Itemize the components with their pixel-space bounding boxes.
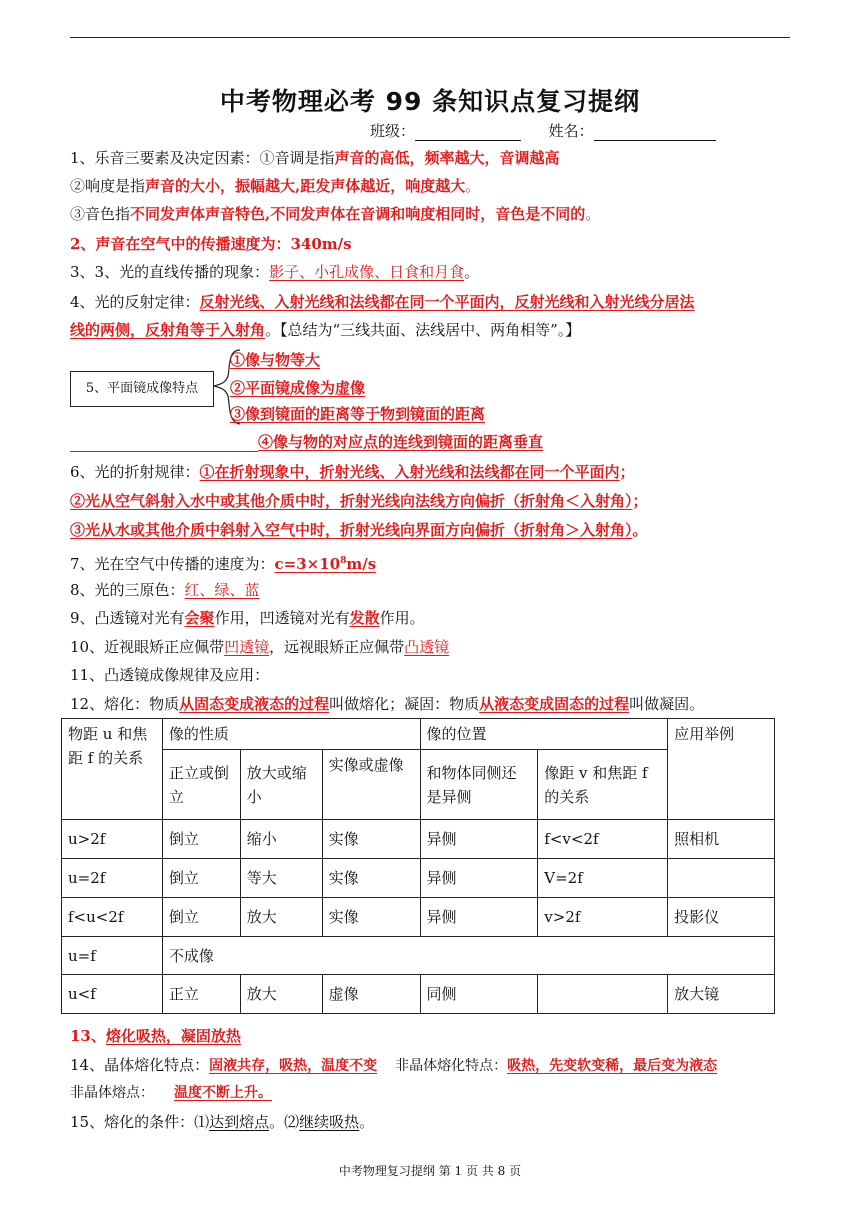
item-6-end: 。 — [632, 521, 648, 539]
item-6-line-3 — [70, 520, 648, 540]
table-cell: 不成像 — [162, 937, 774, 975]
item-14-key-1: 固液共存，吸热，温度不变 — [209, 1058, 378, 1074]
item-9-key-1: 会聚 — [184, 609, 215, 627]
item-9-key-2: 发散 — [349, 609, 380, 627]
item-12-key-2: 从液态变成固态的过程 — [479, 695, 630, 713]
item-14-key-2: 吸热，先变软变稀，最后变为液态 — [507, 1058, 718, 1074]
table-cell: 照相机 — [668, 820, 775, 859]
item-9 — [70, 608, 425, 628]
item-2-text: 2、声音在空气中的传播速度为： — [70, 235, 291, 253]
item-12-mid: 叫做熔化；凝固：物质 — [329, 695, 480, 713]
item-2-key: 340m/s — [290, 235, 352, 253]
item-6-sep-1: ； — [619, 463, 635, 481]
item-4-summary: 。【总结为“三线共面、法线居中、两角相等”。】 — [265, 321, 581, 339]
item-5-point-4 — [70, 432, 543, 452]
item-15-text: 15、熔化的条件：⑴ — [70, 1113, 210, 1131]
table-cell: 缩小 — [240, 820, 322, 859]
table-cell: 异侧 — [420, 859, 538, 898]
item-13-key: 熔化吸热，凝固放热 — [105, 1027, 241, 1045]
table-row — [62, 937, 775, 975]
table-cell: 倒立 — [162, 859, 240, 898]
item-6-sep-2: ； — [632, 492, 648, 510]
loudness-key: 声音的大小，振幅越大,距发声体越近，响度越大 — [145, 177, 466, 195]
table-row — [62, 859, 775, 898]
item-7-unit: m/s — [346, 555, 377, 573]
header-application: 应用举例 — [668, 719, 775, 820]
header-relation: 物距 u 和焦距 f 的关系 — [62, 719, 163, 820]
item-8-key: 红、绿、蓝 — [184, 581, 260, 599]
item-10 — [70, 637, 449, 657]
item-7 — [70, 551, 376, 574]
item-15-key-1: 达到熔点 — [209, 1113, 270, 1131]
table-cell: 实像 — [322, 898, 420, 937]
item-12-text: 12、熔化：物质 — [70, 695, 180, 713]
table-cell: 放大 — [240, 975, 322, 1014]
point-4-lead — [70, 433, 258, 452]
table-header-row — [62, 719, 775, 750]
item-6-key-1: ①在折射现象中，折射光线、入射光线和法线都在同一个平面内 — [199, 463, 620, 481]
item-4-cont — [70, 320, 580, 340]
timbre-text: ③音色指 — [70, 205, 131, 223]
item-3 — [70, 262, 479, 282]
item-14-cont — [70, 1082, 272, 1103]
item-4-text: 4、光的反射定律： — [70, 293, 200, 311]
item-4-key-cont: 线的两侧，反射角等于入射角 — [70, 321, 266, 339]
subheader-image-distance: 像距 v 和焦距 f 的关系 — [538, 750, 668, 820]
table-cell: 异侧 — [420, 898, 538, 937]
table-cell: 放大镜 — [668, 975, 775, 1014]
table-cell: f<u<2f — [62, 898, 163, 937]
lens-imaging-table — [61, 718, 775, 1014]
page-footer: 中考物理复习提纲 第 1 页 共 8 页 — [338, 1164, 522, 1178]
item-4 — [70, 292, 695, 312]
item-7-base: c=3×10 — [274, 555, 341, 573]
table-cell: u>2f — [62, 820, 163, 859]
item-13-text: 13、 — [70, 1027, 106, 1045]
item-6-line-2 — [70, 491, 648, 511]
table-cell — [538, 975, 668, 1014]
item-3-end: 。 — [464, 263, 480, 281]
item-14-mid: 非晶体熔化特点： — [395, 1058, 508, 1074]
item-15-end: 。 — [359, 1113, 375, 1131]
header-position: 像的位置 — [420, 719, 668, 750]
item-9-text: 9、凸透镜对光有 — [70, 609, 185, 627]
table-row — [62, 975, 775, 1014]
timbre-key: 不同发声体声音特色,不同发声体在音调和响度相同时，音色是不同的 — [130, 205, 586, 223]
item-12-key-1: 从固态变成液态的过程 — [179, 695, 330, 713]
class-blank — [415, 124, 521, 141]
name-blank — [594, 124, 716, 141]
item-8 — [70, 580, 260, 600]
item-13 — [70, 1026, 241, 1046]
table-cell: 等大 — [240, 859, 322, 898]
item-1-loudness — [70, 176, 480, 196]
table-cell: 投影仪 — [668, 898, 775, 937]
loudness-text: ②响度是指 — [70, 177, 146, 195]
table-cell: V=2f — [538, 859, 668, 898]
page-title: 中考物理必考 99 条知识点复习提纲 — [219, 87, 641, 116]
item-6-key-3: ③光从水或其他介质中斜射入空气中时，折射光线向界面方向偏折（折射角＞入射角） — [70, 521, 633, 539]
header-rule — [70, 37, 790, 38]
item-5-point-3 — [230, 404, 485, 424]
name-label: 姓名： — [548, 122, 594, 140]
point-1-text: ①像与物等大 — [230, 351, 321, 369]
table-cell: 倒立 — [162, 898, 240, 937]
header-nature: 像的性质 — [162, 719, 420, 750]
item-5-box: 5、平面镜成像特点 — [70, 371, 214, 407]
table-cell — [668, 859, 775, 898]
item-15-mid: 。⑵ — [269, 1113, 300, 1131]
table-cell: 倒立 — [162, 820, 240, 859]
item-2 — [70, 234, 352, 254]
item-1 — [70, 148, 560, 168]
item-6 — [70, 462, 635, 482]
subheader-orientation: 正立或倒立 — [162, 750, 240, 820]
item-1-text: 1、乐音三要素及决定因素：①音调是指 — [70, 149, 335, 167]
class-name-line — [370, 120, 716, 141]
loudness-end: 。 — [465, 177, 481, 195]
table-cell: u=f — [62, 937, 163, 975]
item-9-end: 作用。 — [379, 609, 425, 627]
item-15 — [70, 1112, 374, 1132]
item-11: 11、凸透镜成像规律及应用： — [70, 666, 270, 684]
item-15-key-2: 继续吸热 — [299, 1113, 360, 1131]
subheader-side: 和物体同侧还是异侧 — [420, 750, 538, 820]
subheader-size: 放大或缩小 — [240, 750, 322, 820]
table-cell: u=2f — [62, 859, 163, 898]
table-cell: f<v<2f — [538, 820, 668, 859]
item-4-key: 反射光线、入射光线和法线都在同一个平面内，反射光线和入射光线分居法 — [199, 293, 695, 311]
table-subheader-row — [62, 750, 775, 820]
item-10-key-1: 凹透镜 — [224, 638, 270, 656]
item-7-exp: 8 — [340, 556, 347, 566]
table-cell: 实像 — [322, 820, 420, 859]
item-10-mid: ，远视眼矫正应佩带 — [269, 638, 405, 656]
class-label: 班级： — [370, 122, 416, 140]
item-5-point-2 — [230, 378, 365, 398]
item-5-point-1 — [230, 350, 320, 370]
subheader-real-virtual: 实像或虚像 — [322, 750, 420, 820]
item-14-key-3: 温度不断上升。 — [174, 1085, 272, 1101]
item-7-key — [275, 555, 377, 573]
item-1-key: 声音的高低，频率越大，音调越高 — [334, 149, 560, 167]
table-cell: 同侧 — [420, 975, 538, 1014]
table-cell: 虚像 — [322, 975, 420, 1014]
point-4-text: ④像与物的对应点的连线到镜面的距离垂直 — [258, 433, 544, 451]
item-1-timbre — [70, 204, 600, 224]
timbre-end: 。 — [585, 205, 601, 223]
item-7-text: 7、光在空气中传播的速度为： — [70, 555, 275, 573]
table-row — [62, 898, 775, 937]
table-cell: v>2f — [538, 898, 668, 937]
item-3-key: 影子、小孔成像、日食和月食 — [269, 263, 465, 281]
table-cell: 放大 — [240, 898, 322, 937]
item-8-text: 8、光的三原色： — [70, 581, 185, 599]
item-6-text: 6、光的折射规律： — [70, 463, 200, 481]
item-10-text: 10、近视眼矫正应佩带 — [70, 638, 225, 656]
item-9-mid: 作用，凹透镜对光有 — [214, 609, 350, 627]
item-10-key-2: 凸透镜 — [404, 638, 450, 656]
point-3-text: ③像到镜面的距离等于物到镜面的距离 — [230, 405, 486, 423]
table-cell: 实像 — [322, 859, 420, 898]
table-cell: 异侧 — [420, 820, 538, 859]
item-12 — [70, 694, 704, 714]
item-6-key-2: ②光从空气斜射入水中或其他介质中时，折射光线向法线方向偏折（折射角＜入射角） — [70, 492, 633, 510]
item-14-label-2: 非晶体熔点： — [70, 1085, 154, 1101]
table-row — [62, 820, 775, 859]
item-14 — [70, 1055, 717, 1076]
table-cell: 正立 — [162, 975, 240, 1014]
item-12-end: 叫做凝固。 — [629, 695, 705, 713]
item-3-text: 3、3、光的直线传播的现象： — [70, 263, 270, 281]
point-2-text: ②平面镜成像为虚像 — [230, 379, 366, 397]
item-14-text: 14、晶体熔化特点： — [70, 1056, 210, 1074]
table-cell: u<f — [62, 975, 163, 1014]
